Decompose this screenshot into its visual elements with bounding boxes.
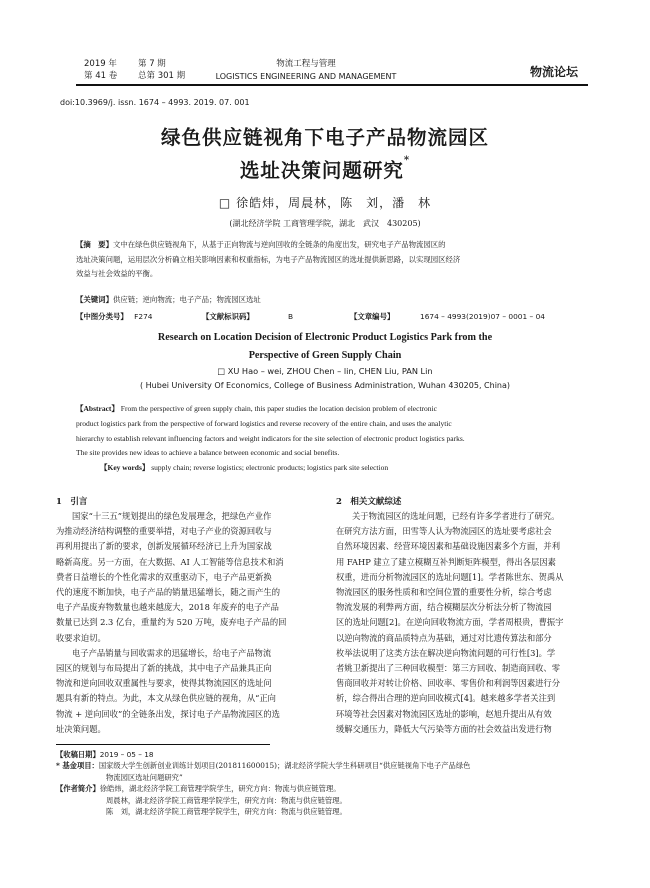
text-line: 电子产品废弃物数量也越来越庞大，2018 年废弃的电子产品 [56,602,279,613]
abstract-en-label: 【Abstract】 [76,404,119,413]
affiliation-en: ( Hubei University Of Economics, College of Business Administration, Wuhan 430205, China) [139,381,511,390]
header-volume: 第 41 卷 [84,71,118,81]
abstract-en-line: From the perspective of green supply chain, this paper studies the location decision problem of electronic [120,404,437,413]
abstract-cn [76,238,576,282]
article-no-value: 1674 – 4993(2019)07 – 0001 – 04 [420,312,545,321]
abstract-en [76,402,576,476]
author-bio-line: 周晨林，湖北经济学院工商管理学院学生，研究方向：物流与供应链管理。 [106,795,347,805]
text-line: 为推动经济结构调整的重要举措，对电子产业的资源回收与 [56,526,272,537]
article-no-label: 【文章编号】 [350,312,395,321]
text-line: 址决策问题。 [56,723,106,734]
section2-heading: 2 相关文献综述 [336,497,402,507]
title-cn-line2-text: 选址决策问题研究 [239,159,404,182]
paragraph [56,509,320,646]
text-line: 以逆向物流的商品质特点为基础，通过对比遗传算法和部分 [336,632,552,643]
footnotes [56,749,586,817]
header-total-issue: 总第 301 期 [138,71,186,81]
text-line: 费者日益增长的个性化需求的双重驱动下，电子产品更新换 [56,571,272,582]
header-issue: 第 7 期 [138,59,166,69]
text-line: 物流园区的服务性质和和空间位置的重要性分析，综合考虑 [336,587,552,598]
text-line: 权重，进而分析物流园区的选址问题[1]。学者陈世东、贺禹从 [336,571,564,582]
text-line: 关于物流园区的选址问题，已经有许多学者进行了研究。 [352,511,560,521]
fund-line: 国家级大学生创新创业训练计划项目(201811600015)；湖北经济学院大学生科研项目“供应链视角下电子产品绿色 [98,761,471,771]
fund-line: 物流园区选址问题研究” [106,772,183,782]
text-line: 国家“十三五”规划提出的绿色发展理念，把绿色产业作 [72,511,272,521]
section2-body [336,509,600,737]
text-line: 代的速度不断加快，电子产品的销量迅猛增长，随之而产生的 [56,587,281,598]
section1-body [56,509,320,737]
doi: doi:10.3969/j. issn. 1674 – 4993. 2019. 07. 001 [60,98,250,107]
keywords-cn-text: 供应链；逆向物流；电子产品；物流园区选址 [112,295,261,304]
header-column: 物流论坛 [530,65,579,79]
keywords-en-label: 【Key words】 [100,463,150,473]
paragraph [56,646,320,737]
abstract-cn-line: 效益与社会效益的平衡。 [76,269,158,278]
author-bio-line: 陈 刘，湖北经济学院工商管理学院学生，研究方向：物流与供应链管理。 [106,807,347,817]
header-year: 2019 年 [84,59,117,69]
text-line: 收要求迫切。 [56,632,106,643]
title-cn-line1: 绿色供应链视角下电子产品物流园区 [160,126,489,149]
text-line: 者姚卫新提出了三种回收模型：第三方回收、制造商回收、零 [336,663,561,674]
author-bio-line: 徐皓炜，湖北经济学院工商管理学院学生，研究方向：物流与供应链管理。 [99,784,341,794]
received-label: 【收稿日期】 [56,750,100,759]
abstract-en-line: hierarchy to establish relevant influencing factors and weight indicators for the site selection of electronic product logistics parks. [76,433,465,443]
text-line: 析，综合得出合理的逆向回收模式[4]。越来越多学者关注到 [336,693,556,704]
keywords-en-text: supply chain; reverse logistics; electronic products; logistics park site selection [151,463,389,473]
text-line: 再利用提出了新的要求，创新发展循环经济已上升为国家战 [56,541,272,552]
classification-row [76,310,576,325]
abstract-en-line: The site provides new ideas to achieve a balance between economic and social benefits. [76,448,340,458]
abstract-cn-label: 【摘 要】 [76,240,113,249]
authors-cn: □ 徐皓炜，周晨林，陈 刘，潘 林 [218,196,432,210]
title-en-line1: Research on Location Decision of Electronic Product Logistics Park from the [157,332,493,343]
abstract-cn-line: 文中在绿色供应链视角下，从基于正向物流与逆向回收的全链条的角度出发，研究电子产品物流园区的 [112,240,446,249]
text-line: 售商回收并对转让价格、回收率、零售价和利润等因素进行分 [336,678,561,689]
authors-en: □ XU Hao – wei, ZHOU Chen – lin, CHEN Liu, PAN Lin [217,366,433,376]
keywords-cn [76,293,261,308]
footnote-rule [56,744,270,745]
fund-label: * 基金项目： [56,761,99,771]
author-bio-label: 【作者简介】 [56,784,100,794]
doc-code-value: B [288,312,294,321]
header-journal-en: LOGISTICS ENGINEERING AND MANAGEMENT [215,72,397,81]
text-line: 园区的规划与布局提出了新的挑战，其中电子产品兼具正向 [56,663,272,674]
text-line: 区的选址问题[2]。在逆向回收物流方面，学者周根贵，曹振宇 [336,617,564,628]
text-line: 用 FAHP 建立了建立模糊互补判断矩阵模型，得出各层因素 [336,556,556,567]
text-line: 物流发展的利弊两方面，结合模糊层次分析法分析了物流园 [336,602,552,613]
section1-heading: 1 引言 [56,497,88,507]
keywords-cn-label: 【关键词】 [76,295,113,304]
title-footnote-mark: * [403,155,411,166]
title-en-line2: Perspective of Green Supply Chain [248,350,402,361]
text-line: 略新高度。另一方面，在大数据、AI 人工智能等信息技术和消 [56,556,284,567]
title-cn-line2 [0,155,650,183]
affiliation-cn: (湖北经济学院 工商管理学院，湖北 武汉 430205) [229,219,421,228]
text-line: 在研究方法方面，田雪等人认为物流园区的选址要考虑社会 [336,526,552,537]
header-journal-cn: 物流工程与管理 [276,59,336,69]
doc-code-label: 【文献标识码】 [202,312,254,321]
text-line: 物流和逆向回收双重属性与要求，使得其物流园区的选址问 [56,678,272,689]
abstract-en-line: product logistics park from the perspective of forward logistics and reverse recovery of the entire chain, and uses the analytic [76,418,452,428]
text-line: 电子产品销量与回收需求的迅猛增长，给电子产品物流 [72,647,272,658]
text-line: 自然环境因素、经营环境因素和基础设施因素多个方面，并利 [336,541,561,552]
text-line: 缓解交通压力，降低大气污染等方面的社会效益出发进行物 [336,723,552,734]
clc-value: F274 [134,312,153,321]
received-date: 2019 – 05 – 18 [99,750,154,759]
text-line: 枚举法说明了这类方法在解决逆向物流问题的可行性[3]。学 [336,647,556,658]
abstract-cn-line: 选址决策问题，运用层次分析确立相关影响因素和权重指标，为电子产品物流园区的选址提供新思路，以实现园区经济 [76,254,461,264]
text-line: 环境等社会因素对物流园区选址的影响，赵旭升提出从有效 [336,708,552,719]
header-rule [76,84,588,86]
text-line: 数量已达到 2.3 亿台，重量约为 520 万吨，废弃电子产品的回 [56,617,287,628]
clc-label: 【中图分类号】 [76,312,128,321]
text-line: 物流 + 逆向回收”的全链条出发，探讨电子产品物流园区的选 [56,708,280,719]
text-line: 题具有新的特点。为此，本文从绿色供应链的视角，从“正向 [56,693,276,704]
